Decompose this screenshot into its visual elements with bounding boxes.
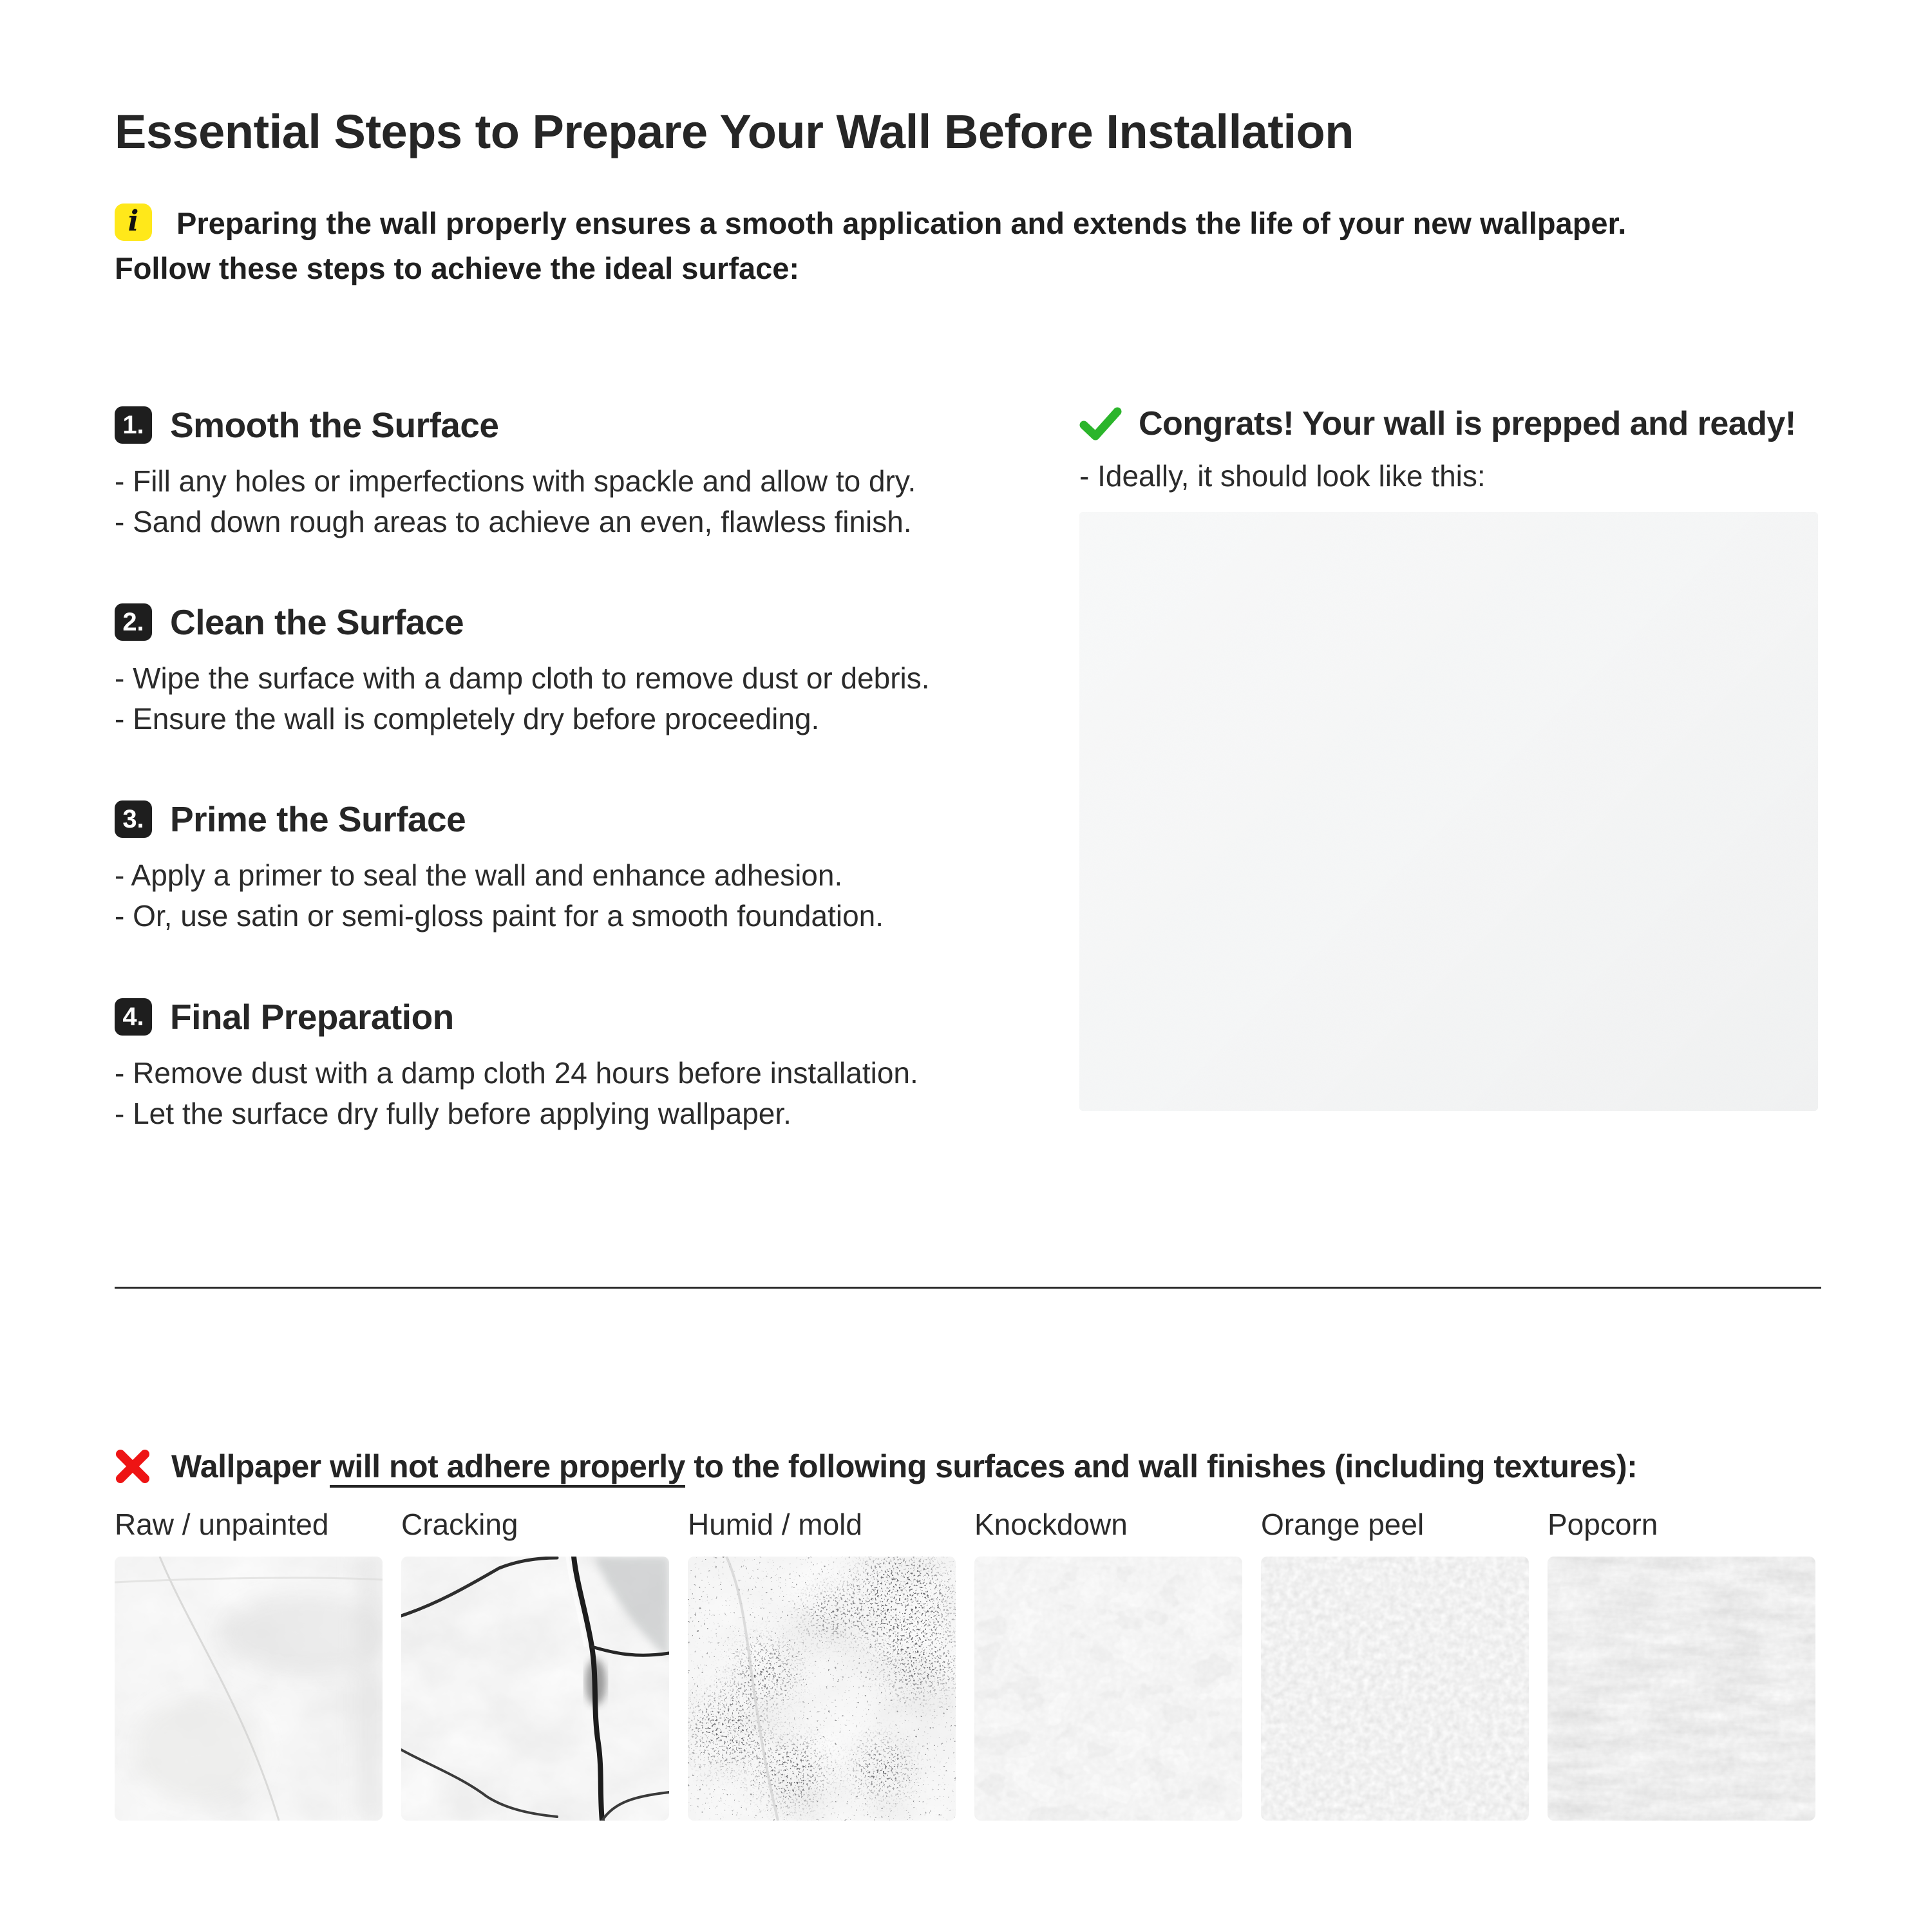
step-1-title: Smooth the Surface bbox=[170, 405, 499, 445]
intro-paragraph bbox=[115, 201, 1841, 291]
info-icon-glyph: i bbox=[128, 205, 139, 238]
surface-label-popcorn: Popcorn bbox=[1548, 1508, 1658, 1541]
step-1-number-badge: 1. bbox=[115, 406, 152, 444]
surface-label-cracking: Cracking bbox=[401, 1508, 518, 1541]
surface-orange-peel bbox=[1261, 1507, 1529, 1542]
step-4-bullets bbox=[115, 1053, 1055, 1134]
warning-underlined-phrase: will not adhere properly bbox=[329, 1448, 685, 1484]
success-heading bbox=[1079, 404, 1796, 443]
step-3-number-badge: 3. bbox=[115, 800, 152, 838]
step-2-bullet-2: - Ensure the wall is completely dry before proceeding. bbox=[115, 702, 820, 735]
step-3-bullet-2: - Or, use satin or semi-gloss paint for a smooth foundation. bbox=[115, 899, 884, 933]
texture-image-knockdown bbox=[974, 1557, 1242, 1821]
knockdown-texture bbox=[974, 1557, 1242, 1821]
step-3-title: Prime the Surface bbox=[170, 799, 466, 839]
surface-label-humid-mold: Humid / mold bbox=[688, 1508, 862, 1541]
prepped-wall-sheen bbox=[1079, 512, 1818, 1111]
step-prime-the-surface bbox=[115, 799, 1055, 936]
surface-cracking bbox=[401, 1507, 669, 1542]
step-2-title: Clean the Surface bbox=[170, 602, 464, 642]
surface-popcorn bbox=[1548, 1507, 1815, 1542]
success-title: Congrats! Your wall is prepped and ready! bbox=[1139, 405, 1796, 442]
step-1-bullet-1: - Fill any holes or imperfections with spackle and allow to dry. bbox=[115, 464, 916, 498]
prepped-wall-image bbox=[1079, 512, 1818, 1111]
warning-prefix: Wallpaper bbox=[171, 1448, 330, 1484]
step-2-bullet-1: - Wipe the surface with a damp cloth to remove dust or debris. bbox=[115, 661, 930, 695]
step-2-heading bbox=[115, 601, 1055, 643]
step-final-preparation bbox=[115, 996, 1055, 1134]
step-4-bullet-2: - Let the surface dry fully before applying wallpaper. bbox=[115, 1097, 791, 1130]
warning-heading bbox=[115, 1448, 1637, 1485]
warning-text bbox=[171, 1448, 1637, 1485]
humid-mold-texture bbox=[688, 1557, 956, 1821]
texture-image-orange-peel bbox=[1261, 1557, 1529, 1821]
step-smooth-the-surface bbox=[115, 404, 1055, 542]
step-1-bullet-2: - Sand down rough areas to achieve an even, flawless finish. bbox=[115, 505, 912, 538]
orange-peel-texture bbox=[1261, 1557, 1529, 1821]
step-2-number-badge: 2. bbox=[115, 603, 152, 641]
raw-unpainted-texture bbox=[115, 1557, 383, 1821]
step-1-heading bbox=[115, 404, 1055, 446]
texture-image-raw-unpainted bbox=[115, 1557, 383, 1821]
popcorn-texture bbox=[1548, 1557, 1815, 1821]
step-4-title: Final Preparation bbox=[170, 997, 454, 1037]
step-2-bullets bbox=[115, 658, 1055, 739]
intro-line-1: Preparing the wall properly ensures a smooth application and extends the life of your new wallpaper. bbox=[176, 206, 1627, 240]
texture-image-popcorn bbox=[1548, 1557, 1815, 1821]
check-icon bbox=[1079, 406, 1122, 441]
surface-label-raw-unpainted: Raw / unpainted bbox=[115, 1508, 329, 1541]
page-title: Essential Steps to Prepare Your Wall Before Installation bbox=[115, 105, 1354, 158]
texture-image-humid-mold bbox=[688, 1557, 956, 1821]
success-subtext: - Ideally, it should look like this: bbox=[1079, 459, 1486, 493]
surface-label-orange-peel: Orange peel bbox=[1261, 1508, 1425, 1541]
step-1-bullets bbox=[115, 461, 1055, 542]
step-3-bullet-1: - Apply a primer to seal the wall and enhance adhesion. bbox=[115, 858, 843, 892]
surface-label-knockdown: Knockdown bbox=[974, 1508, 1128, 1541]
step-4-bullet-1: - Remove dust with a damp cloth 24 hours before installation. bbox=[115, 1056, 918, 1090]
intro-line-2: Follow these steps to achieve the ideal surface: bbox=[115, 251, 800, 285]
texture-image-cracking bbox=[401, 1557, 669, 1821]
cracking-texture bbox=[401, 1557, 669, 1821]
surface-raw-unpainted bbox=[115, 1507, 383, 1542]
step-3-bullets bbox=[115, 855, 1055, 936]
info-icon bbox=[115, 204, 152, 241]
step-4-heading bbox=[115, 996, 1055, 1037]
section-divider bbox=[115, 1287, 1821, 1289]
step-4-number-badge: 4. bbox=[115, 998, 152, 1036]
x-icon bbox=[115, 1448, 151, 1484]
step-3-heading bbox=[115, 799, 1055, 840]
warning-suffix: to the following surfaces and wall finishes (including textures): bbox=[685, 1448, 1638, 1484]
surface-humid-mold bbox=[688, 1507, 956, 1542]
step-clean-the-surface bbox=[115, 601, 1055, 739]
surface-knockdown bbox=[974, 1507, 1242, 1542]
